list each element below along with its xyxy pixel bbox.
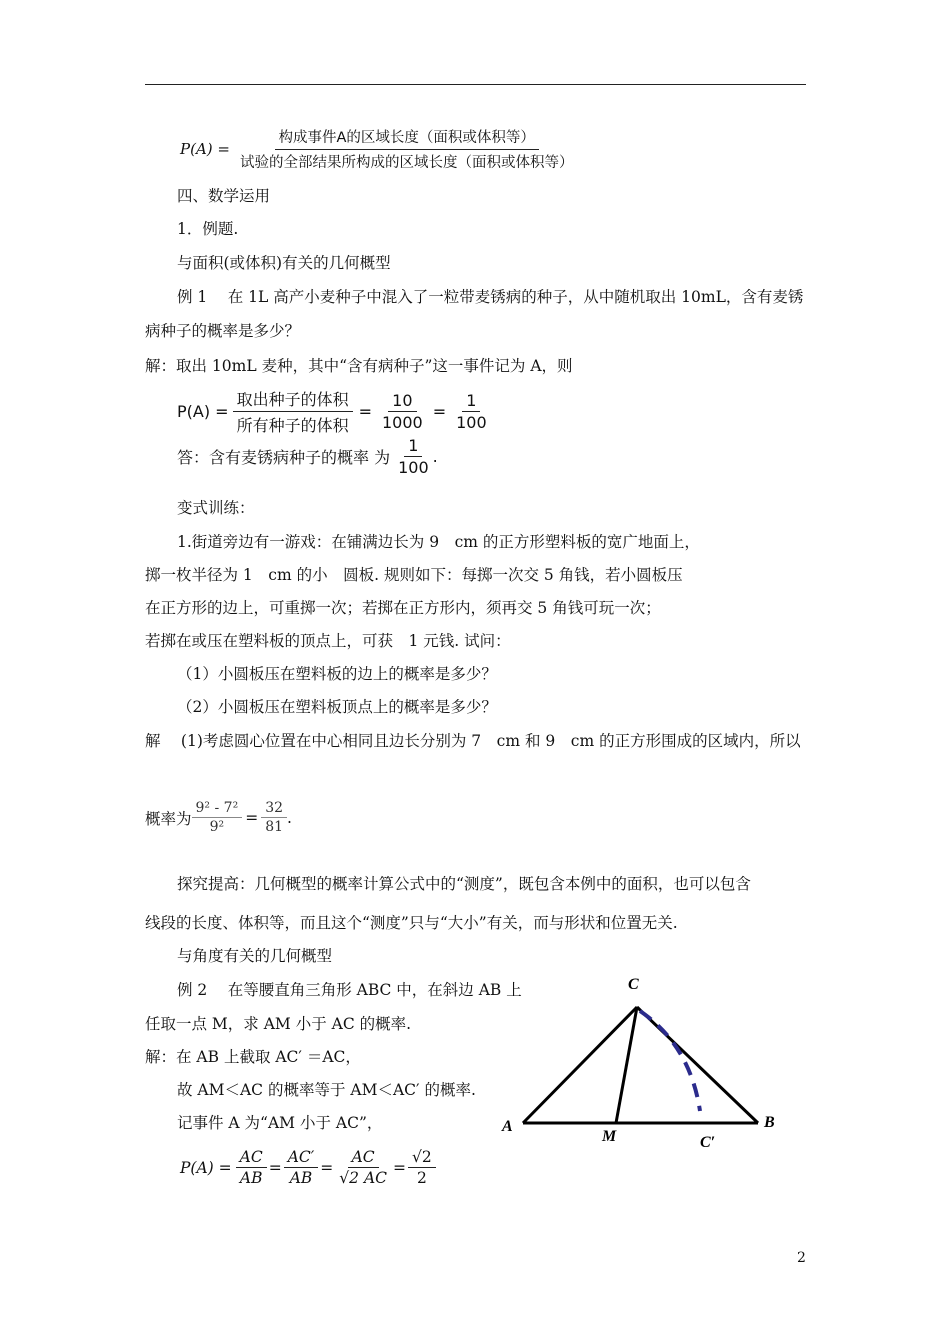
formula-volume-num2: 10 [388,391,416,412]
triangle-diagram [490,965,790,1155]
formula-ratio-eq2: = [320,1158,334,1177]
page-number: 2 [797,1250,806,1266]
solution1: 解：取出 10mL 麦种，其中“含有病种子”这一事件记为 A，则 [145,357,573,375]
probability-num1: 9² - 7² [192,800,243,818]
formula-main-denominator: 试验的全部结果所构成的区域长度（面积或体积等） [239,155,574,171]
formula-volume-den3: 100 [456,413,487,432]
label-C: C [628,976,639,993]
formula-ratio-n1: AC [236,1148,267,1168]
formula-volume-den1: 所有种子的体积 [236,416,349,435]
probability-line [145,800,292,835]
answer1-num: 1 [404,436,422,457]
probability-num2: 32 [261,800,287,818]
formula-ratio-d3: √2 AC [339,1169,387,1187]
formula-main-fraction [236,126,578,172]
formula-ratio-n3: AC [348,1148,379,1168]
subheading-angle: 与角度有关的几何概型 [177,947,333,965]
example1-line1: 例 1 在 1L 高产小麦种子中混入了一粒带麦锈病的种子，从中随机取出 10mL，含有麦锈 [177,288,804,306]
label-B: B [764,1114,775,1131]
probability-frac1 [192,800,243,835]
formula-ratio-n2: AC′ [284,1148,319,1168]
formula-volume-eq2: = [432,402,447,421]
formula-volume-eq1: = [358,402,372,421]
solution3-line2: 故 AM＜AC 的概率等于 AM＜AC′ 的概率. [177,1081,476,1099]
formula-volume-frac3 [452,391,491,432]
probability-frac2 [261,800,287,835]
formula-main-lhs: P(A) = [180,140,230,158]
probability-prefix: 概率为 [145,809,192,828]
triangle-edges [523,1007,758,1123]
formula-volume-den2: 1000 [382,413,423,432]
formula-ratio [180,1148,436,1187]
variant-title: 变式训练： [177,499,255,517]
formula-main-numerator: 构成事件A的区域长度（面积或体积等） [275,126,539,150]
subheading-area: 与面积(或体积)有关的几何概型 [177,254,391,272]
answer1-fraction [394,436,433,477]
answer1-den: 100 [398,458,429,477]
explore-line2: 线段的长度、体积等，而且这个“测度”只与“大小”有关，而与形状和位置无关. [145,914,678,932]
probability-end: . [287,808,292,827]
probability-eq: = [245,808,259,827]
variant-line-2: 掷一枚半径为 1 cm 的小 圆板. 规则如下：每掷一次交 5 角钱，若小圆板压 [145,566,683,584]
label-M: M [602,1128,617,1145]
formula-ratio-eq3: = [393,1158,406,1177]
formula-ratio-d4: 2 [416,1169,427,1187]
formula-ratio-d2: AB [289,1169,313,1187]
solution3-line3: 记事件 A 为“AM 小于 AC”， [177,1114,383,1132]
formula-volume [177,387,491,436]
section-heading: 四、数学运用 [177,187,271,205]
formula-main [180,126,577,172]
probability-den1: 9² [209,819,225,835]
label-C-prime: C′ [700,1134,716,1151]
variant-line-1: 1.街道旁边有一游戏：在铺满边长为 9 cm 的正方形塑料板的宽广地面上， [177,533,700,551]
formula-volume-num1: 取出种子的体积 [233,387,353,412]
example1-line2: 病种子的概率是多少？ [145,322,301,340]
example-heading: 1．例题. [177,220,239,238]
formula-volume-frac1 [233,387,353,436]
variant-line-4: 若掷在或压在塑料板的顶点上，可获 1 元钱. 试问： [145,632,511,650]
formula-ratio-lhs: P(A) = [180,1158,232,1177]
solution3-line1: 解：在 AB 上截取 AC′ ＝AC， [145,1048,361,1066]
formula-ratio-frac2 [284,1148,319,1187]
probability-den2: 81 [265,819,284,835]
variant-question-2: （2）小圆板压在塑料板顶点上的概率是多少？ [177,698,497,716]
variant-question-1: （1）小圆板压在塑料板的边上的概率是多少？ [177,665,497,683]
dashed-arc [640,1011,700,1111]
answer1 [177,436,438,477]
solution2: 解 (1)考虑圆心位置在中心相同且边长分别为 7 cm 和 9 cm 的正方形围成的区域内，所以 [145,732,801,750]
edge-CB [637,1007,758,1123]
header-rule [145,84,806,85]
label-A: A [502,1118,513,1135]
answer1-text: 答：含有麦锈病种子的概率 为 [177,448,391,467]
variant-line-3: 在正方形的边上，可重掷一次；若掷在正方形内，须再交 5 角钱可玩一次； [145,599,661,617]
formula-ratio-n4: √2 [408,1148,436,1168]
formula-ratio-eq1: = [268,1158,282,1177]
formula-volume-lhs: P(A) = [177,402,229,421]
formula-volume-frac2 [378,391,427,432]
formula-ratio-frac3 [335,1148,391,1187]
formula-ratio-frac1 [236,1148,267,1187]
formula-ratio-frac4 [408,1148,436,1187]
answer1-end: . [432,447,438,466]
example2-line2: 任取一点 M，求 AM 小于 AC 的概率. [145,1015,412,1033]
explore-line1: 探究提高：几何概型的概率计算公式中的“测度”，既包含本例中的面积，也可以包含 [177,875,751,893]
formula-volume-num3: 1 [462,391,480,412]
example2-line1: 例 2 在等腰直角三角形 ABC 中，在斜边 AB 上 [177,981,522,999]
formula-ratio-d1: AB [239,1169,263,1187]
